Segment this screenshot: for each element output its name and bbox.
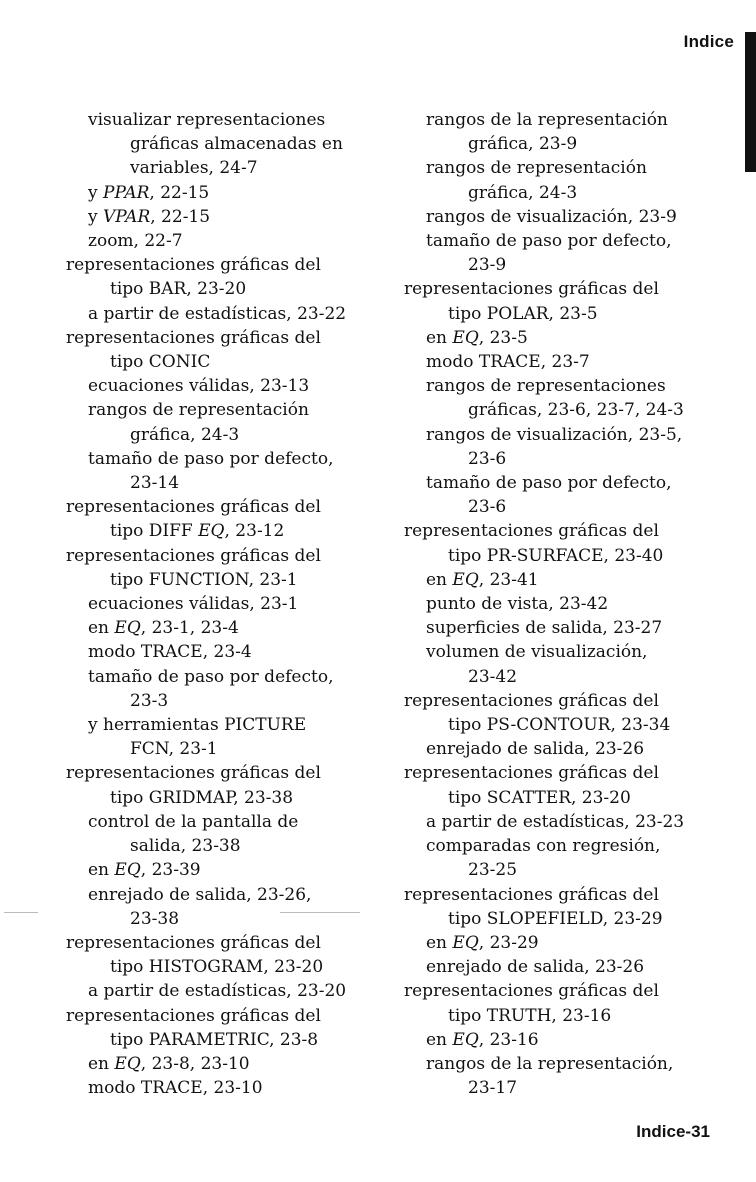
index-entry-line: en EQ, 23-29 bbox=[426, 932, 539, 953]
index-subentry bbox=[404, 640, 704, 688]
index-main-entry bbox=[404, 277, 704, 325]
index-entry-line: tipo HISTOGRAM, 23-20 bbox=[110, 957, 324, 978]
index-subentry bbox=[66, 883, 366, 931]
index-subentry bbox=[66, 665, 366, 713]
index-entry-line: tipo SLOPEFIELD, 23-29 bbox=[448, 908, 663, 929]
index-subentry bbox=[66, 1052, 366, 1076]
index-entry-line: punto de vista, 23-42 bbox=[426, 594, 609, 615]
index-subentry bbox=[404, 1052, 704, 1100]
page-header-title: Indice bbox=[683, 32, 734, 51]
index-entry-line: a partir de estadísticas, 23-20 bbox=[88, 981, 347, 1002]
index-subentry bbox=[66, 810, 366, 858]
index-subentry bbox=[66, 616, 366, 640]
index-entry-line: enrejado de salida, 23-26, bbox=[88, 884, 312, 905]
index-entry-line: tamaño de paso por defecto, bbox=[426, 473, 672, 494]
index-entry-line: representaciones gráficas del bbox=[404, 884, 659, 905]
index-entry-line: representaciones gráficas del bbox=[66, 497, 321, 518]
index-entry-line: ecuaciones válidas, 23-1 bbox=[88, 594, 299, 615]
index-entry-line: gráfica, 24-3 bbox=[130, 424, 240, 445]
index-subentry bbox=[404, 616, 704, 640]
index-entry-line: representaciones gráficas del bbox=[66, 327, 321, 348]
index-main-entry bbox=[66, 326, 366, 374]
index-main-entry bbox=[404, 761, 704, 809]
index-entry-line: 23-6 bbox=[468, 497, 507, 518]
index-column-right bbox=[404, 108, 704, 1100]
index-subentry bbox=[66, 713, 366, 761]
index-subentry bbox=[404, 568, 704, 592]
index-subentry bbox=[404, 737, 704, 761]
index-entry-line: representaciones gráficas del bbox=[66, 1005, 321, 1026]
index-entry-line: tipo DIFF EQ, 23-12 bbox=[110, 521, 285, 542]
index-entry-line: tipo SCATTER, 23-20 bbox=[448, 787, 631, 808]
index-entry-line: rangos de la representación, bbox=[426, 1053, 674, 1074]
index-subentry bbox=[66, 181, 366, 205]
index-main-entry bbox=[404, 883, 704, 931]
index-subentry bbox=[66, 205, 366, 229]
index-subentry bbox=[66, 398, 366, 446]
index-entry-line: en EQ, 23-41 bbox=[426, 569, 539, 590]
index-entry-line: tipo FUNCTION, 23-1 bbox=[110, 569, 298, 590]
index-entry-line: representaciones gráficas del bbox=[66, 932, 321, 953]
index-subentry bbox=[66, 979, 366, 1003]
index-entry-line: tipo GRIDMAP, 23-38 bbox=[110, 787, 294, 808]
index-entry-line: 23-9 bbox=[468, 255, 507, 276]
index-entry-line: en EQ, 23-1, 23-4 bbox=[88, 618, 239, 639]
index-entry-line: visualizar representaciones bbox=[88, 110, 326, 130]
index-entry-line: salida, 23-38 bbox=[130, 836, 241, 857]
index-subentry bbox=[404, 834, 704, 882]
index-column-left bbox=[66, 108, 366, 1100]
index-entry-line: enrejado de salida, 23-26 bbox=[426, 957, 645, 978]
index-entry-line: representaciones gráficas del bbox=[404, 279, 659, 300]
index-entry-line: 23-14 bbox=[130, 473, 180, 494]
index-entry-line: 23-6 bbox=[468, 448, 507, 469]
index-entry-line: 23-42 bbox=[468, 666, 518, 687]
index-entry-line: representaciones gráficas del bbox=[66, 255, 321, 276]
index-entry-line: 23-3 bbox=[130, 690, 169, 711]
index-main-entry bbox=[66, 761, 366, 809]
index-entry-line: tipo CONIC bbox=[110, 352, 211, 373]
index-entry-line: enrejado de salida, 23-26 bbox=[426, 739, 645, 760]
index-entry-line: tipo POLAR, 23-5 bbox=[448, 303, 598, 324]
index-subentry bbox=[404, 931, 704, 955]
index-subentry bbox=[404, 156, 704, 204]
index-entry-line: rangos de la representación bbox=[426, 110, 668, 130]
index-entry-line: gráficas almacenadas en bbox=[130, 134, 343, 155]
index-subentry bbox=[404, 423, 704, 471]
index-entry-line: representaciones gráficas del bbox=[404, 690, 659, 711]
index-subentry bbox=[404, 374, 704, 422]
index-entry-line: y VPAR, 22-15 bbox=[88, 206, 211, 227]
index-subentry bbox=[404, 471, 704, 519]
index-subentry bbox=[404, 350, 704, 374]
index-subentry bbox=[66, 1076, 366, 1100]
index-entry-line: modo TRACE, 23-4 bbox=[88, 642, 252, 663]
index-main-entry bbox=[404, 689, 704, 737]
index-subentry bbox=[66, 229, 366, 253]
index-main-entry bbox=[66, 931, 366, 979]
index-subentry bbox=[404, 955, 704, 979]
index-entry-line: tipo PR-SURFACE, 23-40 bbox=[448, 545, 664, 566]
index-entry-line: tipo BAR, 23-20 bbox=[110, 279, 247, 300]
index-entry-line: y herramientas PICTURE bbox=[88, 715, 307, 736]
index-entry-line: representaciones gráficas del bbox=[404, 521, 659, 542]
index-subentry bbox=[404, 229, 704, 277]
index-entry-line: gráfica, 23-9 bbox=[468, 134, 578, 155]
index-entry-line: rangos de representación bbox=[88, 400, 309, 421]
index-subentry bbox=[66, 447, 366, 495]
index-entry-line: tamaño de paso por defecto, bbox=[426, 231, 672, 252]
index-entry-line: en EQ, 23-5 bbox=[426, 327, 528, 348]
index-entry-line: comparadas con regresión, bbox=[426, 836, 661, 857]
index-entry-line: ecuaciones válidas, 23-13 bbox=[88, 376, 310, 397]
index-entry-line: 23-17 bbox=[468, 1078, 518, 1099]
index-subentry bbox=[66, 374, 366, 398]
index-entry-line: rangos de representaciones bbox=[426, 376, 666, 397]
thumb-index-tab bbox=[745, 32, 756, 172]
index-entry-line: control de la pantalla de bbox=[88, 811, 299, 832]
index-subentry bbox=[404, 592, 704, 616]
index-entry-line: a partir de estadísticas, 23-23 bbox=[426, 811, 685, 832]
index-entry-line: volumen de visualización, bbox=[426, 642, 648, 663]
scan-artifact-line bbox=[4, 912, 38, 913]
index-entry-line: y PPAR, 22-15 bbox=[88, 182, 210, 203]
index-subentry bbox=[66, 108, 366, 181]
index-main-entry bbox=[66, 1004, 366, 1052]
index-entry-line: modo TRACE, 23-10 bbox=[88, 1078, 263, 1099]
index-entry-line: FCN, 23-1 bbox=[130, 739, 218, 760]
index-entry-line: en EQ, 23-16 bbox=[426, 1029, 539, 1050]
index-entry-line: superficies de salida, 23-27 bbox=[426, 618, 663, 639]
index-entry-line: modo TRACE, 23-7 bbox=[426, 352, 590, 373]
index-entry-line: zoom, 22-7 bbox=[88, 231, 183, 252]
index-main-entry bbox=[66, 544, 366, 592]
index-subentry bbox=[404, 205, 704, 229]
index-entry-line: 23-38 bbox=[130, 908, 180, 929]
index-entry-line: gráfica, 24-3 bbox=[468, 182, 578, 203]
index-subentry bbox=[404, 810, 704, 834]
index-subentry bbox=[66, 302, 366, 326]
index-entry-line: rangos de representación bbox=[426, 158, 647, 179]
index-entry-line: representaciones gráficas del bbox=[404, 981, 659, 1002]
index-entry-line: representaciones gráficas del bbox=[66, 763, 321, 784]
index-entry-line: tipo TRUTH, 23-16 bbox=[448, 1005, 612, 1026]
index-entry-line: rangos de visualización, 23-5, bbox=[426, 424, 683, 445]
index-entry-line: variables, 24-7 bbox=[130, 158, 258, 179]
index-subentry bbox=[66, 858, 366, 882]
index-entry-line: representaciones gráficas del bbox=[404, 763, 659, 784]
index-entry-line: representaciones gráficas del bbox=[66, 545, 321, 566]
index-subentry bbox=[404, 1028, 704, 1052]
index-main-entry bbox=[66, 495, 366, 543]
index-entry-line: tipo PARAMETRIC, 23-8 bbox=[110, 1029, 319, 1050]
index-subentry bbox=[66, 640, 366, 664]
index-entry-line: rangos de visualización, 23-9 bbox=[426, 206, 677, 227]
index-entry-line: 23-25 bbox=[468, 860, 518, 881]
index-entry-line: en EQ, 23-8, 23-10 bbox=[88, 1053, 250, 1074]
index-entry-line: a partir de estadísticas, 23-22 bbox=[88, 303, 347, 324]
index-subentry bbox=[404, 326, 704, 350]
index-main-entry bbox=[404, 979, 704, 1027]
index-entry-line: tamaño de paso por defecto, bbox=[88, 666, 334, 687]
index-main-entry bbox=[66, 253, 366, 301]
page-number-label: Indice-31 bbox=[636, 1122, 710, 1141]
index-entry-line: en EQ, 23-39 bbox=[88, 860, 201, 881]
scan-artifact-line bbox=[280, 912, 360, 913]
index-subentry bbox=[404, 108, 704, 156]
index-entry-line: tamaño de paso por defecto, bbox=[88, 448, 334, 469]
index-main-entry bbox=[404, 519, 704, 567]
index-subentry bbox=[66, 592, 366, 616]
index-entry-line: tipo PS-CONTOUR, 23-34 bbox=[448, 715, 671, 736]
index-entry-line: gráficas, 23-6, 23-7, 24-3 bbox=[468, 400, 684, 421]
